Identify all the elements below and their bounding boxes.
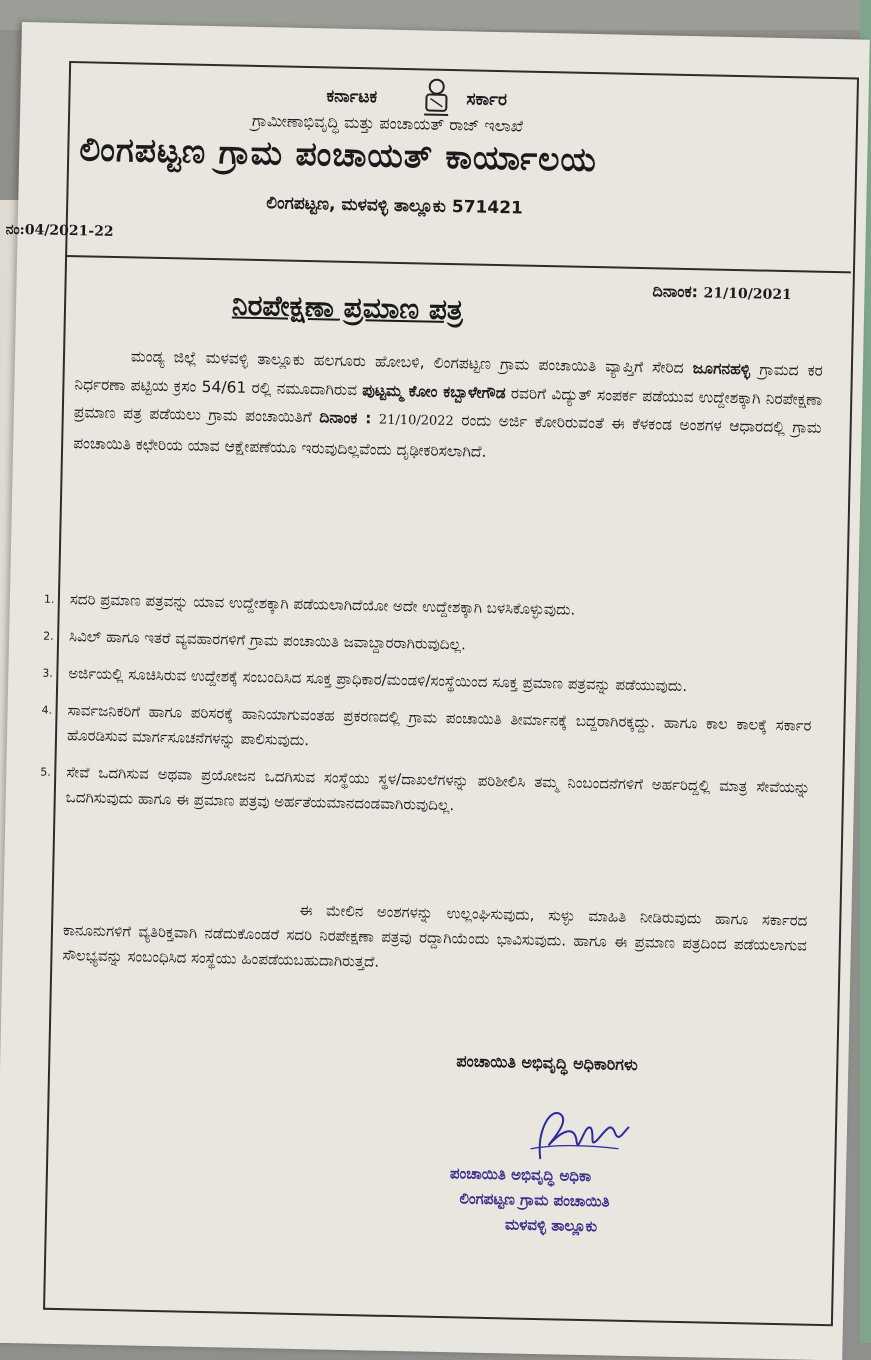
condition-number: 3.	[42, 666, 54, 680]
date-value: 21/10/2021	[703, 285, 792, 304]
office-name: ಲಿಂಗಪಟ್ಟಣ ಗ್ರಾಮ ಪಂಚಾಯತ್ ಕಾರ್ಯಾಲಯ	[78, 129, 598, 180]
condition-text: ಅರ್ಜಿಯಲ್ಲಿ ಸೂಚಿಸಿರುವ ಉದ್ದೇಶಕ್ಕೆ ಸಂಬಂದಿಸಿದ ಸೂಕ್ತ ಪ್ರಾಧಿಕಾರ/ಮಂಡಳಿ/ಸಂಸ್ಥೆಯಿಂದ ಸೂಕ್ತ ಪ್ರಮಾಣ ಪತ್ರವನ್ನು ಪಡೆಯುವುದು.	[68, 664, 688, 696]
condition-text: ಸಾರ್ವಜನಿಕರಿಗೆ ಹಾಗೂ ಪರಿಸರಕ್ಕೆ ಹಾನಿಯಾಗುವಂತಹ ಪ್ರಕರಣದಲ್ಲಿ ಗ್ರಾಮ ಪಂಚಾಯಿತಿ ತೀರ್ಮಾನಕ್ಕೆ ಬದ್ದರಾಗಿರಕ್ಕದ್ದು. ಹಾಗೂ ಕಾಲ ಕಾಲಕ್ಕೆ ಸರ್ಕಾರ ಹೊರಡಿಸುವ ಮಾರ್ಗಸೂಚನೆಗಳನ್ನು ಪಾಲಿಸುವುದು.	[66, 701, 812, 750]
body-text: ಮಂಡ್ಯ ಜಿಲ್ಲೆ ಮಳವಳ್ಳಿ ತಾಲ್ಲೂಕು ಹಲಗೂರು ಹೋಬಳಿ, ಲಿಂಗಪಟ್ಟಣ ಗ್ರಾಮ ಪಂಚಾಯಿತಿ ವ್ಯಾಪ್ತಿಗೆ ಸೇರಿದ	[130, 347, 684, 377]
condition-number: 1.	[43, 592, 55, 606]
government-label: ಸರ್ಕಾರ	[466, 89, 508, 111]
condition-text: ಸಿವಿಲ್ ಹಾಗೂ ಇತರೆ ವ್ಯವಹಾರಗಳಿಗೆ ಗ್ರಾಮ ಪಂಚಾಯಿತಿ ಜವಾಬ್ದಾರರಾಗಿರುವುದಿಲ್ಲ.	[68, 627, 467, 654]
condition-item	[42, 661, 812, 702]
condition-item	[40, 760, 811, 826]
applied-date: 21/10/2022	[378, 412, 454, 430]
body-text: ಗ್ರಾಮದ ಕರ ನಿರ್ಧರಣಾ ಪಟ್ಟಿಯ ಕ್ರಸಂ 54/61 ರಲ್ಲಿ ನಮೂದಾಗಿರುವ	[74, 360, 824, 399]
issue-date	[652, 281, 792, 304]
body-text: ರವರಿಗೆ ವಿದ್ಯುತ್ ಸಂಪರ್ಕ ಪಡೆಯುವ ಉದ್ದೇಶಕ್ಕಾಗಿ ನಿರಪೇಕ್ಷಣಾ ಪ್ರಮಾಣ ಪತ್ರ ಪಡೆಯಲು ಗ್ರಾಮ ಪಂಚಾಯಿತಿಗೆ	[73, 383, 823, 427]
condition-number: 4.	[41, 703, 53, 717]
reference-number: ನಂ:04/2021-22	[5, 221, 114, 240]
conditions-list	[39, 587, 814, 838]
date-word: ದಿನಾಂಕ :	[319, 408, 372, 428]
certificate-page	[0, 22, 870, 1360]
condition-text: ಸೇವೆ ಒದಗಿಸುವ ಅಥವಾ ಪ್ರಯೋಜನ ಒದಗಿಸುವ ಸಂಸ್ಥೆಯು ಸ್ಥಳ/ದಾಖಲೆಗಳನ್ನು ಪರಿಶೀಲಿಸಿ ತಮ್ಮ ನಿಂಬಂದನೆಗಳಿಗೆ ಅರ್ಹರಿದ್ದಲ್ಲಿ ಮಾತ್ರ ಸೇವೆಯನ್ನು ಒದಗಿಸುವುದು ಹಾಗೂ ಈ ಪ್ರಮಾಣ ಪತ್ರವು ಅರ್ಹತೆಯಮಾನದಂಡವಾಗಿರುವುದಿಲ್ಲ.	[65, 763, 811, 815]
seal-line: ಪಂಚಾಯಿತಿ ಅಭಿವೃದ್ಧಿ ಅಧಿಕಾ	[449, 1164, 592, 1186]
seal-line: ಮಳವಳ್ಳಿ ತಾಲ್ಲೂಕು	[504, 1215, 598, 1236]
seal-line: ಲಿಂಗಪಟ್ಟಣ ಗ್ರಾಮ ಪಂಚಾಯಿತಿ	[459, 1189, 610, 1211]
official-seal	[449, 1161, 611, 1239]
applicant-name: ಪುಟ್ಟಮ್ಮ ಕೋಂ ಕಬ್ಬಾಳೇಗೌಡ	[362, 380, 506, 402]
certificate-body	[73, 341, 823, 473]
condition-number: 2.	[43, 629, 54, 643]
department-name: ಗ್ರಾಮೀಣಾಭಿವೃದ್ಧಿ ಮತ್ತು ಪಂಚಾಯತ್ ರಾಜ್ ಇಲಾಖೆ	[251, 110, 524, 136]
certificate-title: ನಿರಪೇಕ್ಷಣಾ ಪ್ರಮಾಣ ಪತ್ರ	[231, 288, 464, 327]
condition-item	[43, 624, 813, 665]
body-text: ರಂದು ಅರ್ಜಿ ಕೋರಿರುವಂತೆ ಈ ಕೆಳಕಂಡ ಅಂಶಗಳ ಆಧಾರದಲ್ಲಿ ಗ್ರಾಮ ಪಂಚಾಯಿತಿ ಕಛೇರಿಯ ಯಾವ ಆಕ್ಷೇಪಣೆಯೂ ಇರುವುದಿಲ್ಲವೆಂದು ದೃಢೀಕರಿಸಲಾಗಿದೆ.	[73, 411, 822, 461]
date-label: ದಿನಾಂಕ:	[652, 281, 699, 302]
closing-paragraph: ಈ ಮೇಲಿನ ಅಂಶಗಳನ್ನು ಉಲ್ಲಂಘಿಸುವುದು, ಸುಳ್ಳು ಮಾಹಿತಿ ನೀಡಿರುವುದು ಹಾಗೂ ಸರ್ಕಾರದ ಕಾನೂನುಗಳಿಗೆ ವ್ಯತಿರಿಕ್ತವಾಗಿ ನಡೆದುಕೊಂಡರೆ ಸದರಿ ನಿರಪೇಕ್ಷಣಾ ಪತ್ರವು ರದ್ದಾಗಿಯೆಂದು ಭಾವಿಸುವುದು. ಹಾಗೂ ಈ ಪ್ರಮಾಣ ಪತ್ರದಿಂದ ಪಡೆಯಲಾಗುವ ಸೌಲಭ್ಯವನ್ನು ಸಂಬಂಧಿಸಿದ ಸಂಸ್ಥೆಯು ಹಿಂಪಡೆಯಬಹುದಾಗಿರುತ್ತದೆ.	[62, 901, 808, 971]
office-address: ಲಿಂಗಪಟ್ಟಣ, ಮಳವಳ್ಳಿ ತಾಲ್ಲೂಕು 571421	[266, 193, 524, 219]
signatory-title: ಪಂಚಾಯಿತಿ ಅಭಿವೃದ್ಧಿ ಅಧಿಕಾರಿಗಳು	[456, 1051, 638, 1075]
condition-item	[41, 698, 812, 764]
condition-number: 5.	[40, 765, 51, 779]
village-name: ಜೂಗನಹಳ್ಳಿ	[692, 359, 751, 379]
state-label: ಕರ್ನಾಟಕ	[326, 86, 378, 108]
condition-text: ಸದರಿ ಪ್ರಮಾಣ ಪತ್ರವನ್ನು ಯಾವ ಉದ್ದೇಶಕ್ಕಾಗಿ ಪಡೆಯಲಾಗಿದೆಯೋ ಅದೇ ಉದ್ದೇಶಕ್ಕಾಗಿ ಬಳಸಿಕೊಳ್ಳುವುದು.	[69, 590, 576, 619]
